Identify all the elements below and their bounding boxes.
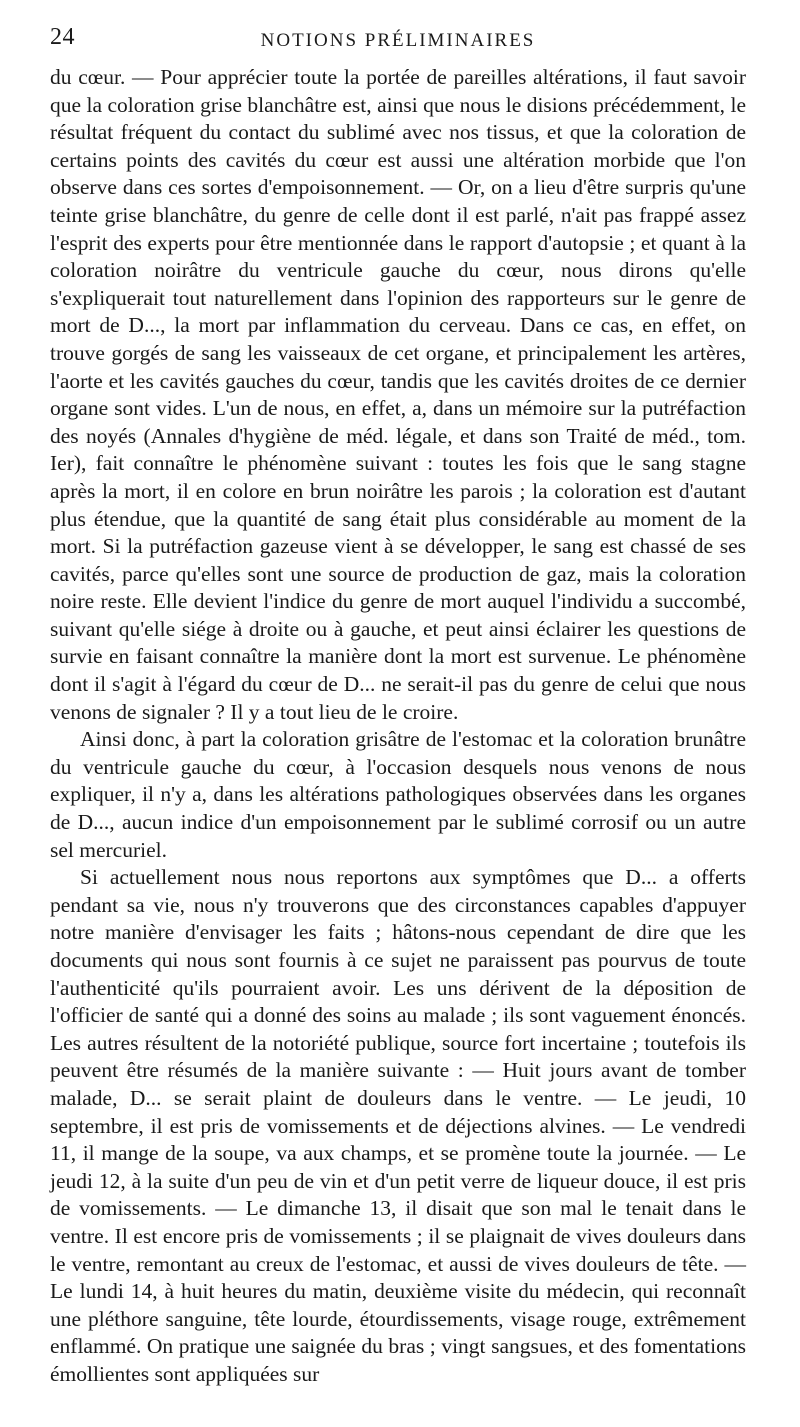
running-head: [50, 18, 746, 58]
running-title: NOTIONS PRÉLIMINAIRES: [260, 30, 536, 51]
paragraph-heart-coloration: du cœur. — Pour apprécier toute la portée de pareilles altérations, il faut savoir que la coloration grise blanchâtre est, ainsi que nous le disions précédemment, le résultat fréquent du contact du sublimé avec nos tissus, et que la coloration de certains points des cavités du cœur est aussi une altération morbide que l'on observe dans ces sortes d'empoisonnement. — Or, on a lieu d'être surpris qu'une teinte grise blanchâtre, du genre de celle dont il est parlé, n'ait pas frappé assez l'esprit des experts pour être mentionnée dans le rapport d'autopsie ; et quant à la coloration noirâtre du ventricule gauche du cœur, nous dirons qu'elle s'expliquerait tout naturellement dans l'opinion des rapporteurs sur le genre de mort de D..., la mort par inflammation du cerveau. Dans ce cas, en effet, on trouve gorgés de sang les vaisseaux de cet organe, et principalement les artères, l'aorte et les cavités gauches du cœur, tandis que les cavités droites de ce dernier organe sont vides. L'un de nous, en effet, a, dans un mémoire sur la putréfaction des noyés (Annales d'hygiène de méd. légale, et dans son Traité de méd., tom. Ier), fait connaître le phénomène suivant : toutes les fois que le sang stagne après la mort, il en colore en brun noirâtre les parois ; la coloration est d'autant plus étendue, que la quantité de sang était plus considérable au moment de la mort. Si la putréfaction gazeuse vient à se développer, le sang est chassé de ses cavités, parce qu'elles sont une source de production de gaz, mais la coloration noire reste. Elle devient l'indice du genre de mort auquel l'individu a succombé, suivant qu'elle siége à droite ou à gauche, et peut ainsi éclairer les questions de survie en faisant connaître la manière dont la mort est survenue. Le phénomène dont il s'agit à l'égard du cœur de D... ne serait-il pas du genre de celui que nous venons de signaler ? Il y a tout lieu de le croire.: [50, 65, 746, 724]
page-number: 24: [50, 24, 75, 50]
body-text: [50, 64, 746, 1389]
paragraph-conclusion-lesions: Ainsi donc, à part la coloration grisâtre de l'estomac et la coloration brunâtre du ventricule gauche du cœur, à l'occasion desquels nous venons de nous expliquer, il n'y a, dans les altérations pathologiques observées dans les organes de D..., aucun indice d'un empoisonnement par le sublimé corrosif ou un autre sel mercuriel.: [50, 727, 746, 862]
paragraph-symptoms: Si actuellement nous nous reportons aux symptômes que D... a offerts pendant sa vie, nous n'y trouverons que des circonstances capables d'appuyer notre manière d'envisager les faits ; hâtons-nous cependant de dire que les documents qui nous sont fournis à ce sujet ne paraissent pas pourvus de toute l'authenticité qu'ils pourraient avoir. Les uns dérivent de la déposition de l'officier de santé qui a donné des soins au malade ; ils sont vaguement énoncés. Les autres résultent de la notoriété publique, source fort incertaine ; toutefois ils peuvent être résumés de la manière suivante : — Huit jours avant de tomber malade, D... se serait plaint de douleurs dans le ventre. — Le jeudi, 10 septembre, il est pris de vomissements et de déjections alvines. — Le vendredi 11, il mange de la soupe, va aux champs, et se promène toute la journée. — Le jeudi 12, à la suite d'un peu de vin et d'un petit verre de liqueur douce, il est pris de vomissements. — Le dimanche 13, il disait que son mal le tenait dans le ventre. Il est encore pris de vomissements ; il se plaignait de vives douleurs dans le ventre, remontant au creux de l'estomac, et aussi de vives douleurs de tête. — Le lundi 14, à huit heures du matin, deuxième visite du médecin, qui reconnaît une pléthore sanguine, tête lourde, étourdissements, visage rouge, extrêmement enflammé. On pratique une saignée du bras ; vingt sangsues, et des fomentations émollientes sont appliquées sur: [50, 865, 746, 1386]
page: [50, 18, 746, 1389]
